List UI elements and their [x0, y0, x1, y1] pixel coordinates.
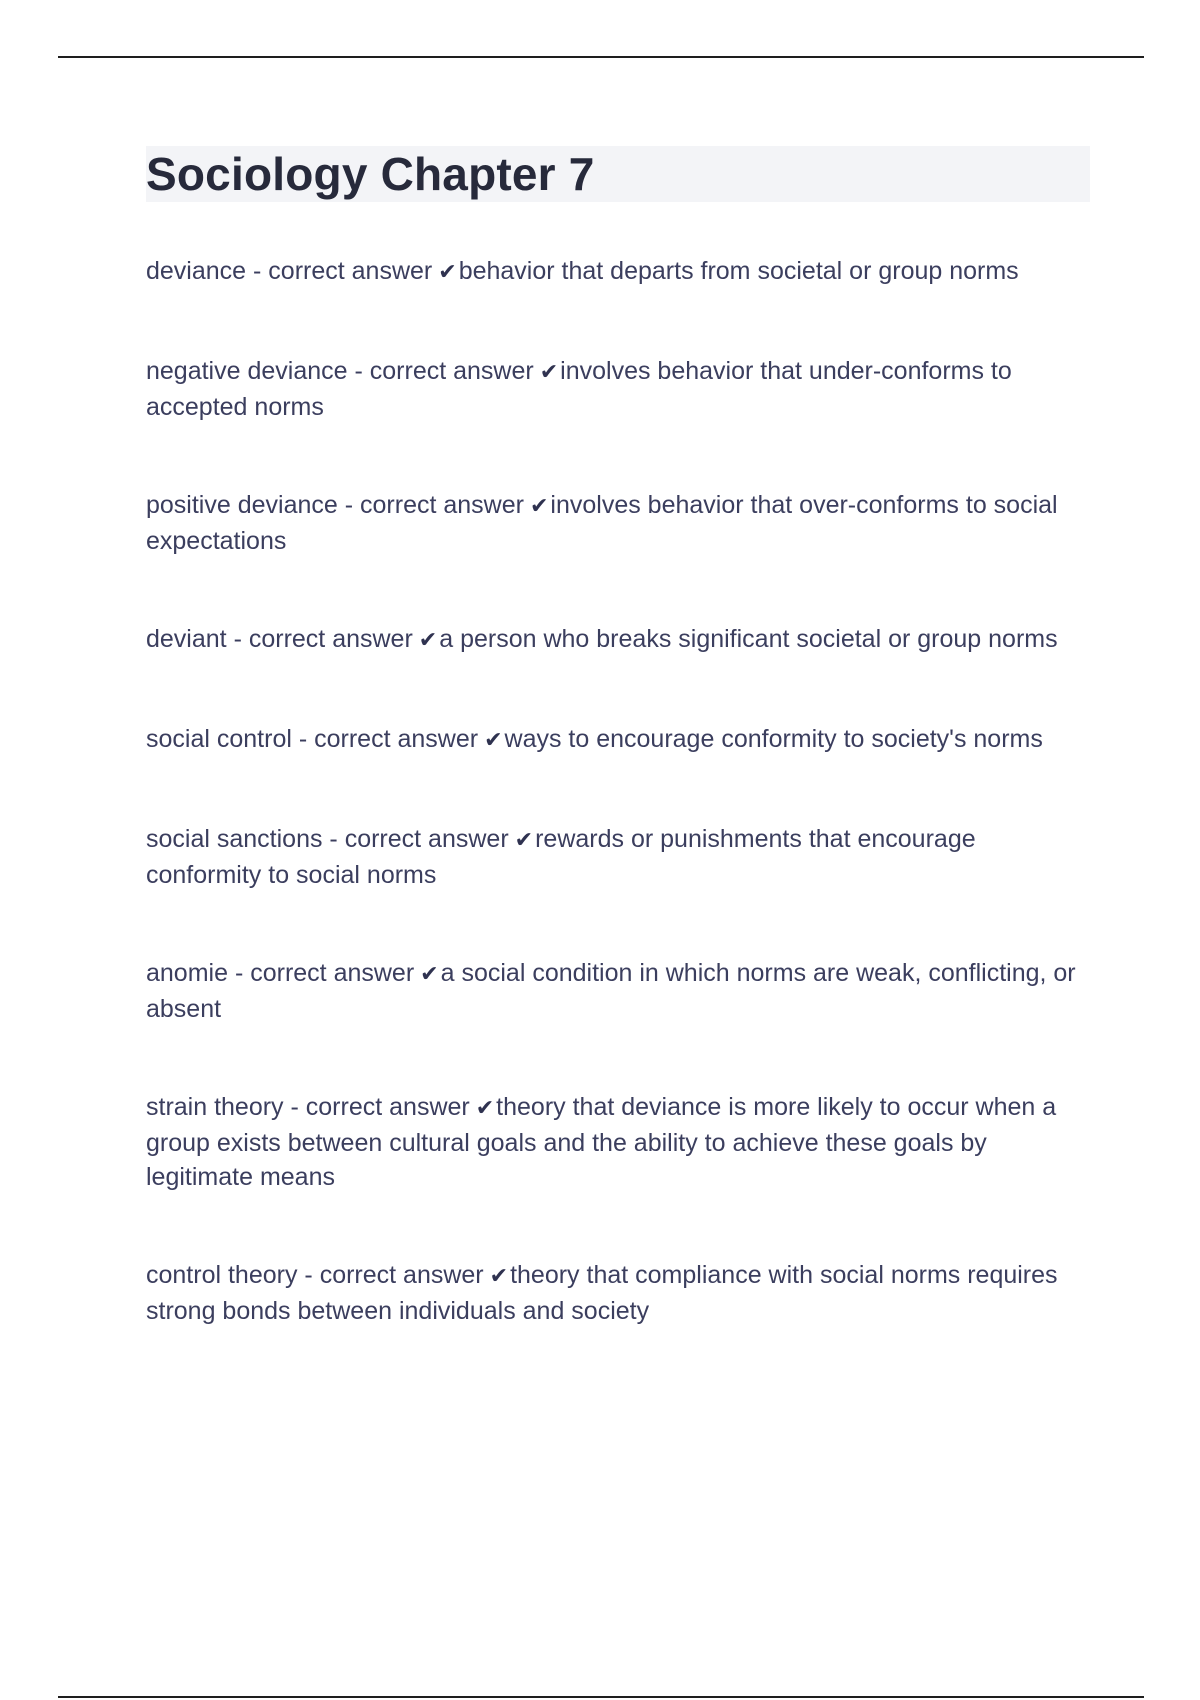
list-item — [146, 1258, 1090, 1328]
entry-separator: - — [322, 825, 345, 853]
entry-definition: theory that compliance with social norms requires strong bonds between individuals and society — [146, 1261, 1058, 1325]
list-item — [146, 254, 1090, 290]
bottom-rule — [58, 1696, 1144, 1698]
entry-definition: behavior that departs from societal or group norms — [458, 257, 1019, 285]
check-icon: ✔ — [475, 1096, 495, 1121]
entry-term: negative deviance — [146, 357, 348, 385]
list-item — [146, 622, 1090, 658]
answer-label: correct answer — [319, 1261, 484, 1289]
top-rule — [58, 56, 1144, 58]
answer-label: correct answer — [250, 959, 415, 987]
entry-term: anomie — [146, 959, 228, 987]
entry-separator: - — [291, 725, 315, 753]
list-item — [146, 488, 1090, 558]
entry-definition: involves behavior that under-conforms to accepted norms — [146, 357, 1012, 421]
entry-separator: - — [283, 1093, 306, 1121]
entry-separator: - — [228, 959, 251, 987]
answer-label: correct answer — [314, 725, 479, 753]
check-icon: ✔ — [529, 494, 549, 519]
entry-separator: - — [347, 357, 370, 385]
title-bar — [146, 146, 1090, 202]
list-item — [146, 1090, 1090, 1194]
entry-definition: involves behavior that over-conforms to social expectations — [146, 491, 1058, 555]
check-icon: ✔ — [438, 260, 457, 285]
answer-label: correct answer — [268, 257, 433, 285]
entry-separator: - — [226, 625, 249, 653]
page-title: Sociology Chapter 7 — [146, 148, 595, 200]
entry-term: strain theory — [146, 1093, 284, 1121]
entry-separator: - — [246, 257, 269, 285]
answer-label: correct answer — [369, 357, 534, 385]
list-item — [146, 956, 1090, 1026]
entry-term: positive deviance — [146, 491, 338, 519]
document-body — [146, 146, 1090, 1392]
entry-definition: rewards or punishments that encourage conformity to social norms — [146, 825, 976, 889]
answer-label: correct answer — [305, 1093, 470, 1121]
entry-list — [146, 254, 1090, 1328]
entry-definition: a social condition in which norms are weak, conflicting, or absent — [146, 959, 1076, 1023]
entry-separator: - — [337, 491, 361, 519]
entry-term: control theory — [146, 1261, 298, 1289]
check-icon: ✔ — [418, 628, 438, 653]
entry-term: deviance — [146, 257, 247, 285]
entry-term: deviant — [146, 625, 227, 653]
check-icon: ✔ — [539, 360, 559, 385]
entry-separator: - — [297, 1261, 320, 1289]
entry-definition: ways to encourage conformity to society's norms — [504, 725, 1043, 753]
check-icon: ✔ — [489, 1264, 509, 1289]
entry-definition: theory that deviance is more likely to occur when a group exists between cultural goals and the ability to achieve these goals by legitimate means — [146, 1093, 1057, 1191]
entry-definition: a person who breaks significant societal or group norms — [439, 625, 1058, 653]
entry-term: social sanctions — [146, 825, 323, 853]
entry-term: social control — [146, 725, 292, 753]
check-icon: ✔ — [484, 728, 503, 753]
answer-label: correct answer — [248, 625, 413, 653]
list-item — [146, 722, 1090, 758]
list-item — [146, 354, 1090, 424]
answer-label: correct answer — [344, 825, 509, 853]
check-icon: ✔ — [514, 828, 534, 853]
answer-label: correct answer — [360, 491, 524, 519]
check-icon: ✔ — [420, 962, 439, 987]
list-item — [146, 822, 1090, 892]
